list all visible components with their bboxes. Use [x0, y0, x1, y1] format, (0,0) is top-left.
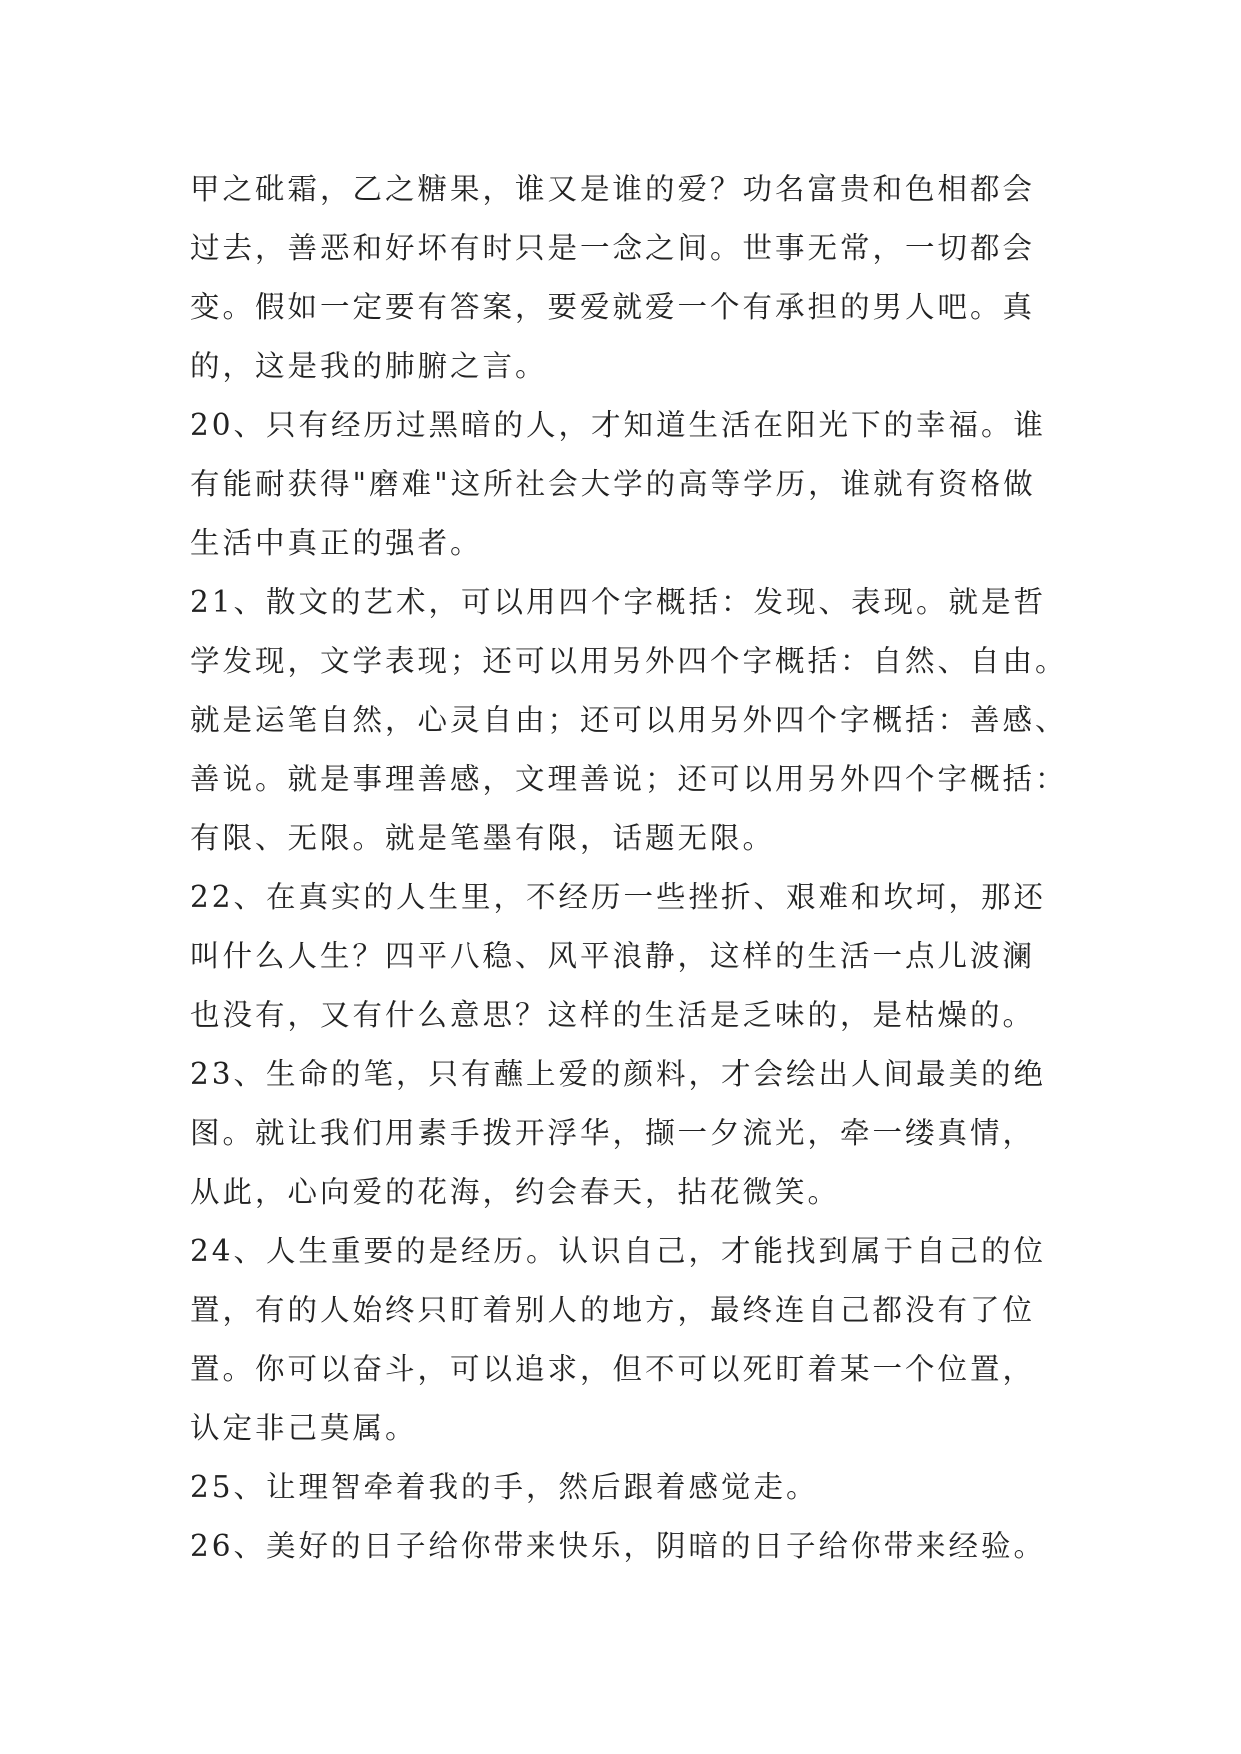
paragraph-25	[190, 1458, 1070, 1517]
text-line: 置。你可以奋斗，可以追求，但不可以死盯着某一个位置，	[190, 1352, 1036, 1386]
paragraph-20	[190, 396, 1070, 573]
text-line: 置，有的人始终只盯着别人的地方，最终连自己都没有了位	[190, 1293, 1036, 1327]
text-line: 有能耐获得"磨难"这所社会大学的高等学历，谁就有资格做	[190, 467, 1036, 501]
text-line: 学发现，文学表现；还可以用另外四个字概括：自然、自由。	[190, 644, 1068, 678]
text-line: 甲之砒霜，乙之糖果，谁又是谁的爱？功名富贵和色相都会	[190, 172, 1036, 206]
text-line: 图。就让我们用素手拨开浮华，撷一夕流光，牵一缕真情，	[190, 1116, 1036, 1150]
paragraph-21	[190, 573, 1070, 868]
text-line: 有限、无限。就是笔墨有限，话题无限。	[190, 821, 776, 855]
document-body	[190, 160, 1070, 1576]
paragraph-26	[190, 1517, 1070, 1576]
text-line: 过去，善恶和好坏有时只是一念之间。世事无常，一切都会	[190, 231, 1036, 265]
text-line: 善说。就是事理善感，文理善说；还可以用另外四个字概括：	[190, 762, 1068, 796]
text-line: 20、只有经历过黑暗的人，才知道生活在阳光下的幸福。谁	[190, 408, 1047, 442]
text-line: 叫什么人生？四平八稳、风平浪静，这样的生活一点儿波澜	[190, 939, 1036, 973]
text-line: 认定非己莫属。	[190, 1411, 418, 1445]
text-line: 生活中真正的强者。	[190, 526, 483, 560]
text-line: 23、生命的笔，只有蘸上爱的颜料，才会绘出人间最美的绝	[190, 1057, 1047, 1091]
text-line: 从此，心向爱的花海，约会春天，拈花微笑。	[190, 1175, 841, 1209]
text-line: 24、人生重要的是经历。认识自己，才能找到属于自己的位	[190, 1234, 1047, 1268]
text-line: 25、让理智牵着我的手，然后跟着感觉走。	[190, 1470, 819, 1504]
text-line: 22、在真实的人生里，不经历一些挫折、艰难和坎坷，那还	[190, 880, 1047, 914]
text-line: 21、散文的艺术，可以用四个字概括：发现、表现。就是哲	[190, 585, 1047, 619]
paragraph-24	[190, 1222, 1070, 1458]
text-line: 也没有，又有什么意思？这样的生活是乏味的，是枯燥的。	[190, 998, 1036, 1032]
text-line: 变。假如一定要有答案，要爱就爱一个有承担的男人吧。真	[190, 290, 1036, 324]
text-line: 就是运笔自然，心灵自由；还可以用另外四个字概括：善感、	[190, 703, 1068, 737]
paragraph-continued	[190, 160, 1070, 396]
text-line: 的，这是我的肺腑之言。	[190, 349, 548, 383]
paragraph-23	[190, 1045, 1070, 1222]
text-line: 26、美好的日子给你带来快乐，阴暗的日子给你带来经验。	[190, 1529, 1047, 1563]
paragraph-22	[190, 868, 1070, 1045]
